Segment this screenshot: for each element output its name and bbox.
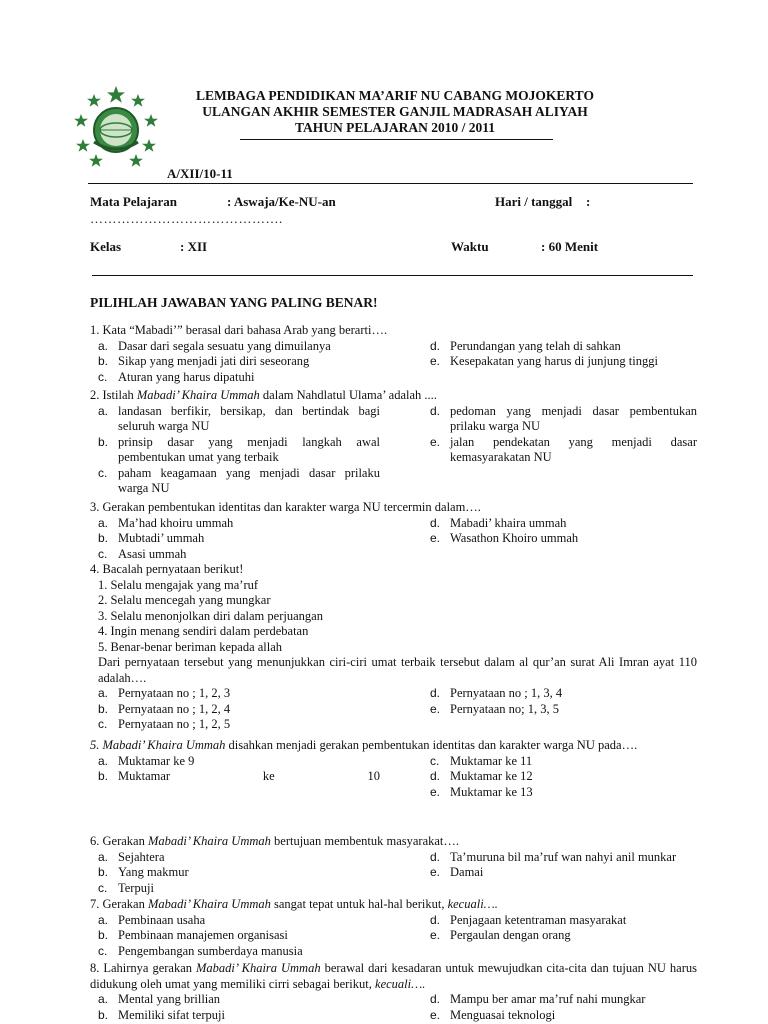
option-b[interactable]: b. Sikap yang menjadi jati diri seseorang — [98, 354, 310, 368]
option-c[interactable]: c. Muktamar ke 11 — [430, 753, 533, 768]
option-e[interactable]: e. Muktamar ke 13 — [430, 784, 533, 799]
option-e[interactable]: e. Pergaulan dengan orang — [430, 928, 571, 942]
option-c[interactable]: c. Pengembangan sumberdaya manusia — [98, 943, 303, 958]
question-1 — [90, 323, 697, 385]
option-b[interactable]: b. Muktamar ke 10 — [98, 769, 380, 783]
option-c[interactable]: c. Pernyataan no ; 1, 2, 5 — [98, 717, 231, 731]
divider-bottom — [92, 275, 693, 276]
option-a[interactable]: a. landasan berfikir, bersikap, dan bertindak bagi seluruh warga NU — [98, 403, 380, 433]
statement-1: 1. Selalu mengajak yang ma’ruf — [98, 577, 259, 592]
question-stem: 5. Mabadi’ Khaira Ummah disahkan menjadi gerakan pembentukan identitas dan karakter warga NU pada…. — [90, 738, 638, 752]
school-year: TAHUN PELAJARAN 2010 / 2011 — [294, 120, 495, 135]
option-a[interactable]: a. Ma’had khoiru ummah — [98, 515, 234, 530]
option-b[interactable]: b. Yang makmur — [98, 865, 189, 879]
question-stem: 4. Bacalah pernyataan berikut! — [90, 562, 244, 576]
option-d[interactable]: d. pedoman yang menjadi dasar pembentukan prilaku warga NU — [430, 403, 697, 433]
option-a[interactable]: a. Dasar dari segala sesuatu yang dimuilanya — [98, 338, 331, 353]
option-b[interactable]: b. Memiliki sifat terpuji — [98, 1007, 225, 1022]
divider-top — [88, 183, 693, 184]
exam-code: A/XII/10-11 — [167, 166, 233, 181]
option-c[interactable]: c. Aturan yang harus dipatuhi — [98, 369, 255, 384]
question-stem: 8. Lahirnya gerakan Mabadi’ Khaira Ummah berawal dari kesadaran untuk mewujudkan cita-cita dan tujuan NU harus didukung oleh umat yang memiliki cirri sebagai berikut, kecuali…. — [90, 961, 697, 991]
day-dots: ……………………………………. — [90, 211, 283, 226]
option-d[interactable]: d. Mabadi’ khaira ummah — [430, 515, 567, 530]
statement-2: 2. Selalu mencegah yang mungkar — [98, 593, 271, 607]
day-value: : — [586, 194, 591, 209]
time-value: : 60 Menit — [541, 239, 599, 254]
question-stem: 2. Istilah Mabadi’ Khaira Ummah dalam Nahdlatul Ulama’ adalah .... — [90, 388, 437, 402]
nu-logo-icon — [70, 84, 162, 170]
option-d[interactable]: d. Penjagaan ketentraman masyarakat — [430, 912, 627, 927]
question-7 — [90, 897, 697, 959]
question-6 — [90, 834, 697, 896]
option-b[interactable]: b. Pernyataan no ; 1, 2, 4 — [98, 701, 231, 716]
question-stem: 3. Gerakan pembentukan identitas dan karakter warga NU tercermin dalam…. — [90, 500, 481, 514]
option-d[interactable]: d. Mampu ber amar ma’ruf nahi mungkar — [430, 992, 646, 1006]
subject-value: : Aswaja/Ke-NU-an — [227, 194, 336, 209]
option-d[interactable]: d. Perundangan yang telah di sahkan — [430, 338, 621, 353]
option-d[interactable]: d. Pernyataan no ; 1, 3, 4 — [430, 686, 563, 700]
day-label: Hari / tanggal — [495, 194, 573, 209]
statement-5: 5. Benar-benar beriman kepada allah — [98, 639, 283, 654]
option-e[interactable]: e. Menguasai teknologi — [430, 1007, 556, 1022]
option-a[interactable]: a. Sejahtera — [98, 849, 165, 864]
subject-label: Mata Pelajaran — [90, 194, 178, 209]
option-c[interactable]: c. Terpuji — [98, 880, 154, 895]
option-e[interactable]: e. Damai — [430, 865, 484, 879]
class-value: : XII — [180, 239, 208, 254]
option-e[interactable]: e. Pernyataan no; 1, 3, 5 — [430, 701, 560, 716]
question-4 — [90, 562, 697, 733]
time-label: Waktu — [451, 239, 489, 254]
header-divider — [240, 139, 553, 140]
question-stem: 1. Kata “Mabadi’” berasal dari bahasa Arab yang berarti…. — [90, 323, 388, 337]
question-followup: Dari pernyataan tersebut yang menunjukkan ciri-ciri umat terbaik tersebut dalam al qur’an surat Ali Imran ayat 110 adalah…. — [98, 655, 697, 685]
statement-3: 3. Selalu menonjolkan diri dalam perjuangan — [98, 608, 323, 623]
letterhead — [160, 88, 630, 136]
question-stem: 6. Gerakan Mabadi’ Khaira Ummah bertujuan membentuk masyarakat…. — [90, 834, 460, 848]
exam-title: ULANGAN AKHIR SEMESTER GANJIL MADRASAH ALIYAH — [202, 104, 588, 119]
question-3 — [90, 500, 697, 562]
class-label: Kelas — [90, 239, 122, 254]
option-e[interactable]: e. jalan pendekatan yang menjadi dasar kemasyarakatan NU — [430, 434, 697, 464]
option-d[interactable]: d. Ta’muruna bil ma’ruf wan nahyi anil munkar — [430, 849, 677, 864]
option-b[interactable]: b. Pembinaan manajemen organisasi — [98, 928, 288, 942]
question-2 — [90, 388, 697, 497]
statement-4: 4. Ingin menang sendiri dalam perdebatan — [98, 624, 309, 638]
question-stem: 7. Gerakan Mabadi’ Khaira Ummah sangat tepat untuk hal-hal berikut, kecuali…. — [90, 897, 498, 911]
instruction: PILIHLAH JAWABAN YANG PALING BENAR! — [90, 295, 378, 310]
option-e[interactable]: e. Wasathon Khoiro ummah — [430, 531, 579, 545]
option-b[interactable]: b. Mubtadi’ ummah — [98, 531, 205, 545]
option-c[interactable]: c. paham keagamaan yang menjadi dasar prilaku warga NU — [98, 465, 380, 495]
option-e[interactable]: e. Kesepakatan yang harus di junjung tinggi — [430, 354, 658, 368]
option-d[interactable]: d. Muktamar ke 12 — [430, 769, 533, 783]
option-a[interactable]: a. Muktamar ke 9 — [98, 753, 195, 768]
question-8 — [90, 961, 697, 1023]
option-a[interactable]: a. Pernyataan no ; 1, 2, 3 — [98, 686, 231, 700]
question-5 — [90, 738, 697, 800]
option-a[interactable]: a. Mental yang brillian — [98, 992, 221, 1006]
option-b[interactable]: b. prinsip dasar yang menjadi langkah awal pembentukan umat yang terbaik — [98, 434, 380, 464]
option-a[interactable]: a. Pembinaan usaha — [98, 912, 206, 927]
option-c[interactable]: c. Asasi ummah — [98, 546, 187, 561]
institution-name: LEMBAGA PENDIDIKAN MA’ARIF NU CABANG MOJOKERTO — [196, 88, 594, 103]
